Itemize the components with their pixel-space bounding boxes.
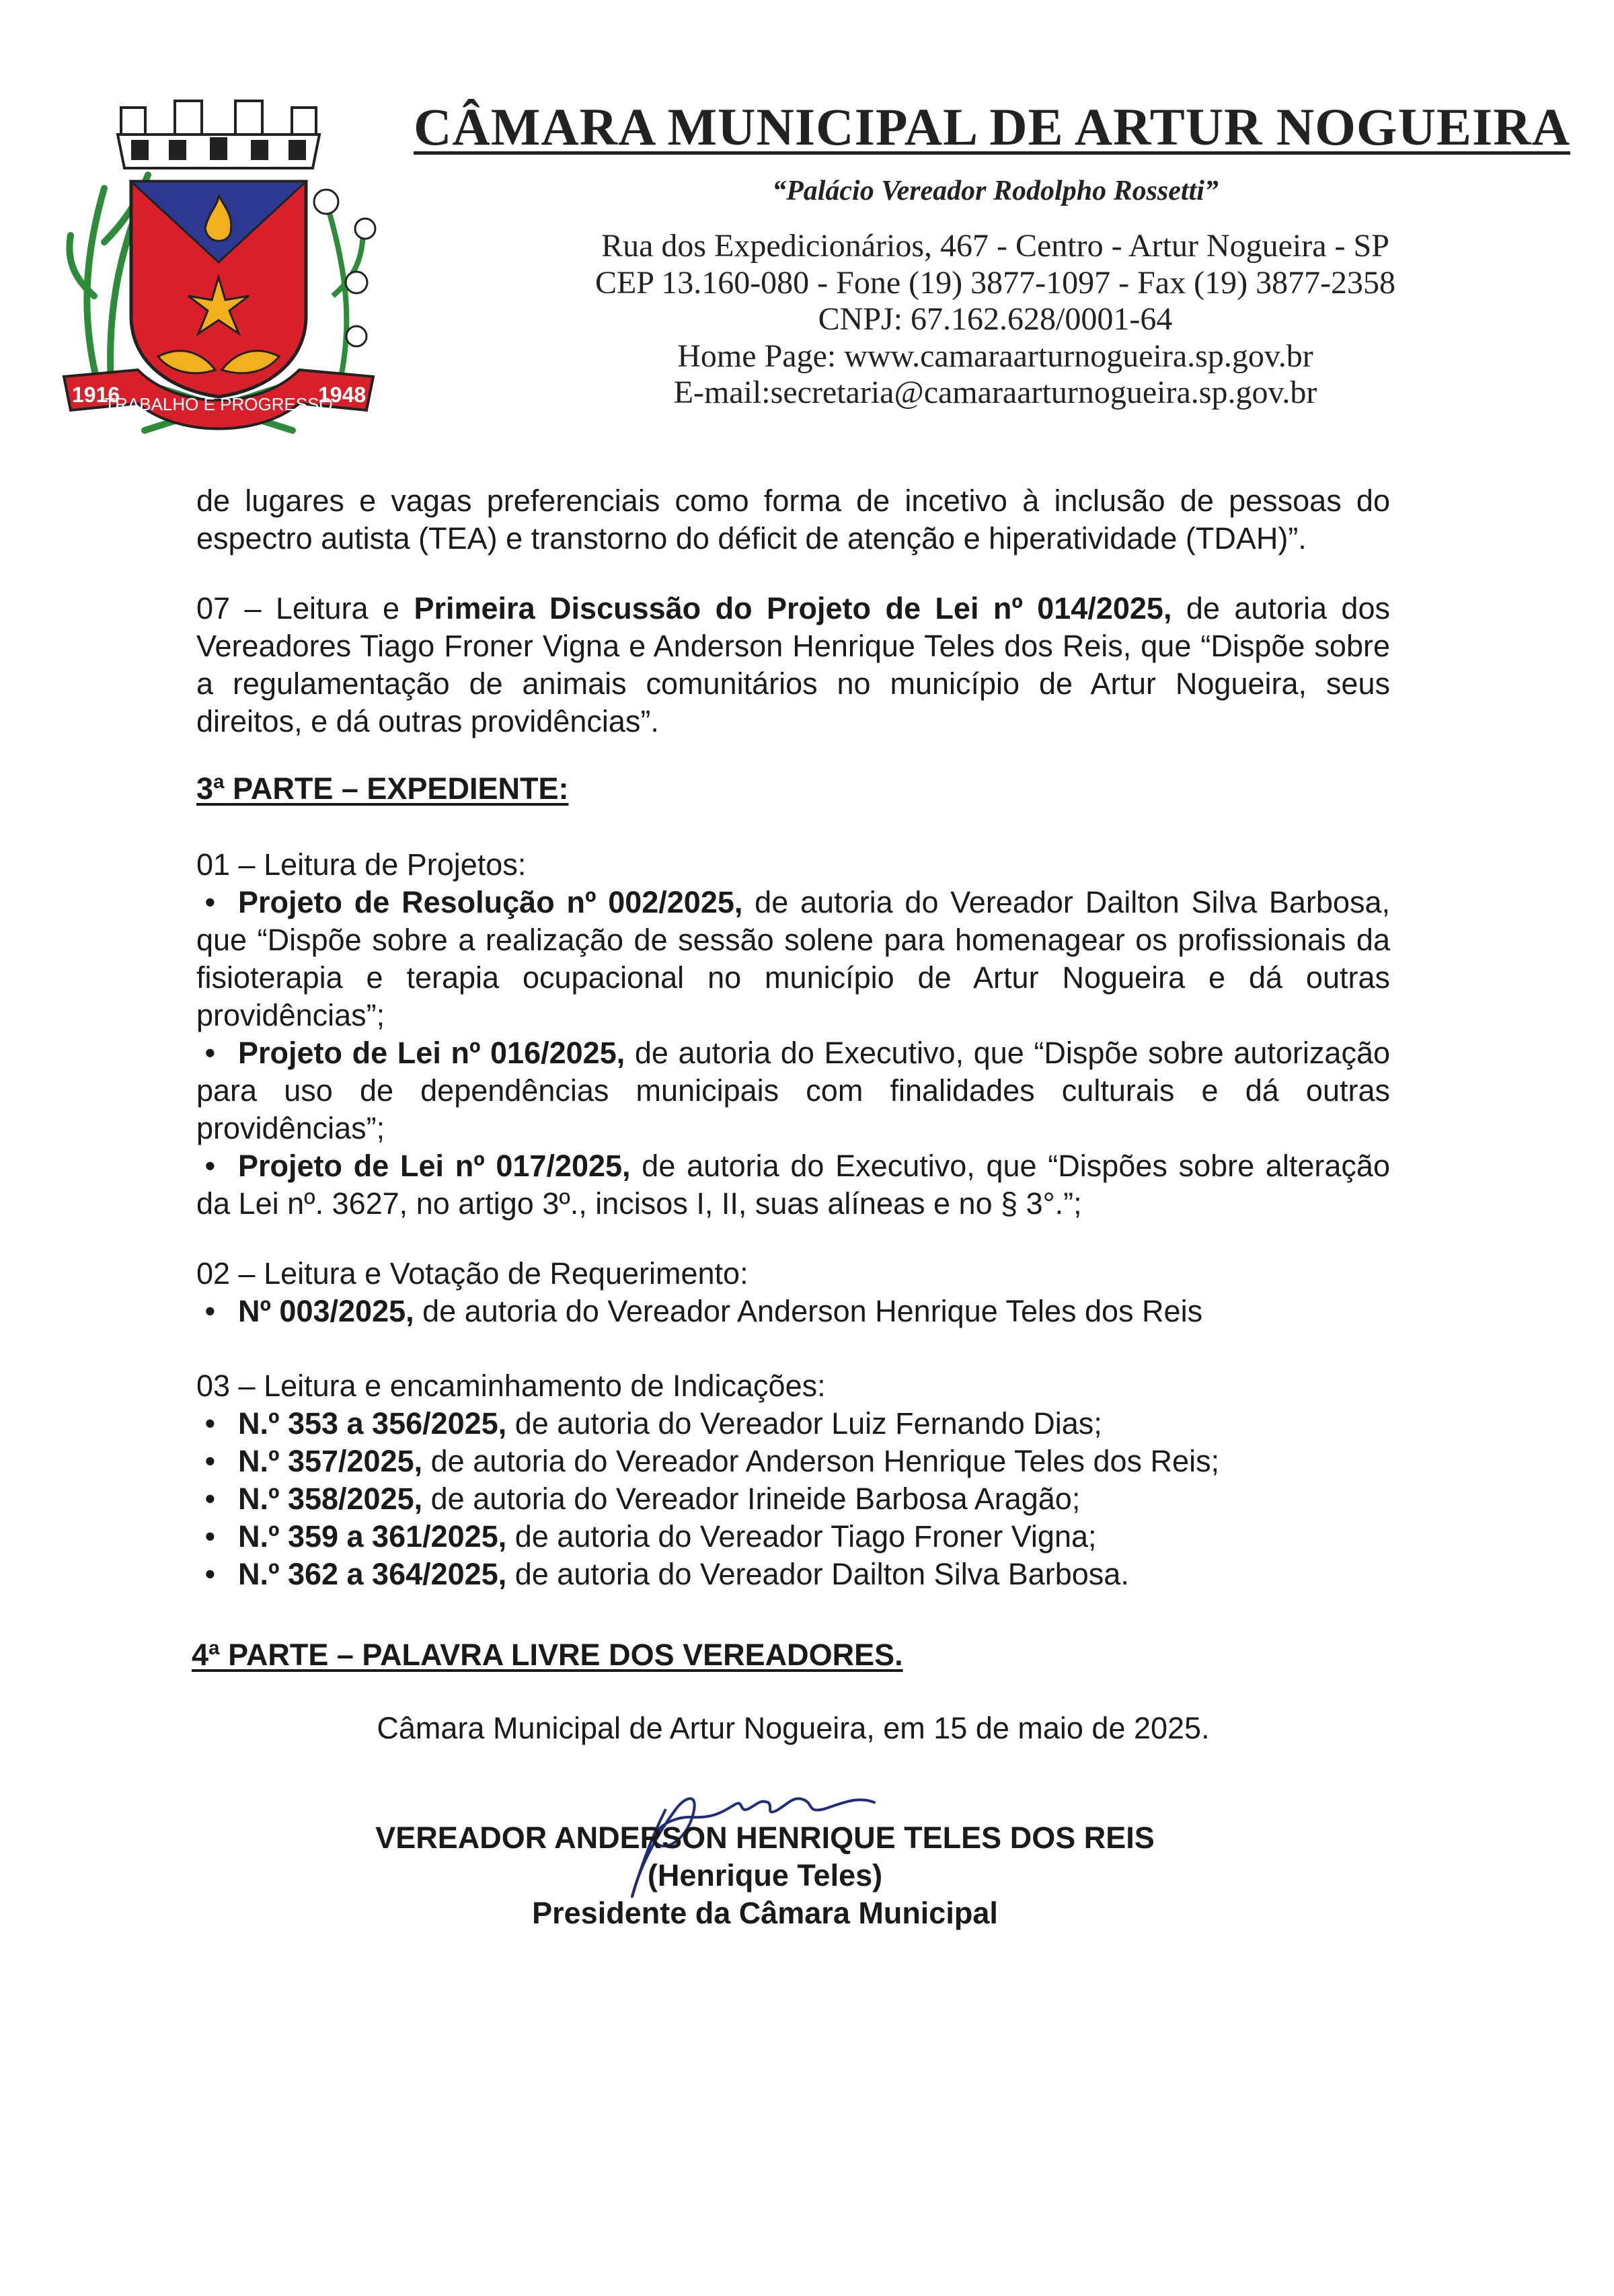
homepage-line: Home Page: www.camaraarturnogueira.sp.gov.br — [677, 338, 1313, 374]
list-item — [196, 884, 1390, 1034]
list-item — [196, 1480, 1390, 1518]
item-07-prefix: 07 – Leitura e — [196, 591, 414, 625]
address-line: Rua dos Expedicionários, 467 - Centro - Artur Nogueira - SP — [601, 228, 1389, 264]
coat-of-arms-icon — [57, 94, 380, 437]
list-item — [196, 1556, 1390, 1593]
item-bold: Projeto de Lei nº 016/2025, — [238, 1036, 625, 1070]
item-bold: Projeto de Lei nº 017/2025, — [238, 1149, 631, 1183]
bullet-icon: • — [196, 1294, 216, 1328]
item-07-paragraph — [196, 590, 1390, 740]
item-rest: de autoria do Executivo, que “Dispões sobre alteração da Lei nº. 3627, no artigo 3º., incisos I, II, suas alíneas e no § 3°.”; — [196, 1149, 1390, 1221]
email-line: E-mail:secretaria@camaraarturnogueira.sp.gov.br — [673, 375, 1317, 410]
bullet-icon: • — [196, 1444, 216, 1478]
cep-phone-line: CEP 13.160-080 - Fone (19) 3877-1097 - Fax (19) 3877-2358 — [594, 265, 1396, 301]
section-01-heading: 01 – Leitura de Projetos: — [196, 847, 527, 882]
bullet-icon: • — [196, 1406, 216, 1441]
part-3-heading: 3ª PARTE – EXPEDIENTE: — [196, 771, 569, 806]
date-line: Câmara Municipal de Artur Nogueira, em 15 de maio de 2025. — [377, 1711, 1210, 1745]
item-bold: Nº 003/2025, — [238, 1294, 414, 1328]
item-bold: Projeto de Resolução nº 002/2025, — [238, 885, 743, 919]
cnpj-line: CNPJ: 67.162.628/0001-64 — [818, 301, 1173, 337]
item-bold: N.º 358/2025, — [238, 1482, 423, 1516]
item-rest: de autoria do Vereador Anderson Henrique Teles dos Reis; — [422, 1444, 1220, 1478]
item-bold: N.º 359 a 361/2025, — [238, 1519, 507, 1554]
emblem-motto: TRABALHO E PROGRESSO — [104, 394, 333, 414]
item-rest: de autoria do Vereador Dailton Silva Barbosa. — [506, 1557, 1129, 1591]
item-bold: N.º 357/2025, — [238, 1444, 423, 1478]
emblem-year-left: 1916 — [72, 383, 120, 407]
list-item — [196, 1293, 1390, 1330]
bullet-icon: • — [196, 1519, 216, 1554]
bullet-icon: • — [196, 1557, 216, 1591]
list-item — [196, 1034, 1390, 1147]
intro-paragraph: de lugares e vagas preferenciais como forma de incetivo à inclusão de pessoas do espectro autista (TEA) e transtorno do déficit de atenção e hiperatividade (TDAH)”. — [196, 484, 1390, 556]
bullet-icon: • — [196, 1482, 216, 1516]
item-rest: de autoria do Vereador Tiago Froner Vigna; — [506, 1519, 1097, 1554]
item-bold: N.º 362 a 364/2025, — [238, 1557, 507, 1591]
item-rest: de autoria do Vereador Luiz Fernando Dias; — [506, 1406, 1102, 1441]
list-item — [196, 1147, 1390, 1223]
item-rest: de autoria do Vereador Anderson Henrique Teles dos Reis — [414, 1294, 1203, 1328]
part-4-heading: 4ª PARTE – PALAVRA LIVRE DOS VEREADORES. — [192, 1638, 903, 1672]
list-item — [196, 1443, 1390, 1480]
item-07-bold: Primeira Discussão do Projeto de Lei nº 014/2025, — [414, 591, 1172, 625]
bullet-icon: • — [196, 1149, 216, 1183]
item-rest: de autoria do Vereador Irineide Barbosa Aragão; — [422, 1482, 1081, 1516]
list-item — [196, 1518, 1390, 1556]
section-02-heading: 02 – Leitura e Votação de Requerimento: — [196, 1256, 748, 1291]
item-rest: de autoria do Vereador Dailton Silva Barbosa, que “Dispõe sobre a realização de sessão solene para homenagear os profissionais da fisioterapia e terapia ocupacional no município de Artur Nogueira e dá outras providências”; — [196, 885, 1390, 1032]
emblem-year-right: 1948 — [318, 383, 367, 407]
bullet-icon: • — [196, 1036, 216, 1070]
institution-title: CÂMARA MUNICIPAL DE ARTUR NOGUEIRA — [414, 98, 1570, 156]
emblem — [57, 94, 380, 437]
signer-name: VEREADOR ANDERSON HENRIQUE TELES DOS REIS — [375, 1821, 1155, 1855]
item-07-rest: de autoria dos Vereadores Tiago Froner Vigna e Anderson Henrique Teles dos Reis, que “Dispõe sobre a regulamentação de animais comunitários no município de Artur Nogueira, seus direitos, e dá outras providências”. — [196, 591, 1390, 738]
list-item — [196, 1405, 1390, 1443]
section-03-heading: 03 – Leitura e encaminhamento de Indicações: — [196, 1369, 826, 1403]
institution-subtitle: “Palácio Vereador Rodolpho Rossetti” — [772, 176, 1219, 206]
item-bold: N.º 353 a 356/2025, — [238, 1406, 507, 1441]
signer-alias: (Henrique Teles) — [647, 1858, 883, 1892]
item-rest: de autoria do Executivo, que “Dispõe sobre autorização para uso de dependências municipais com finalidades culturais e dá outras providências”; — [196, 1036, 1390, 1145]
signer-role: Presidente da Câmara Municipal — [532, 1896, 998, 1930]
bullet-icon: • — [196, 885, 216, 919]
